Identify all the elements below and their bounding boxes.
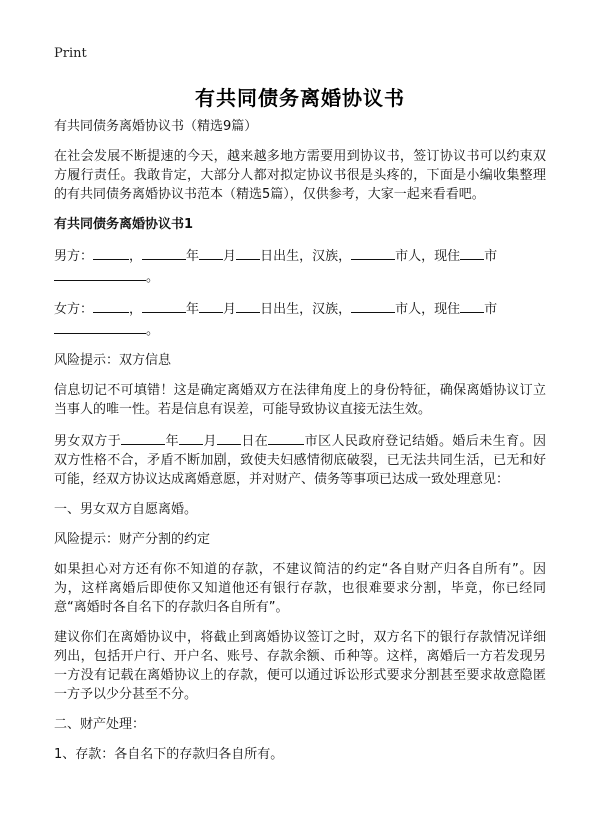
birth-day-blank xyxy=(236,298,260,313)
advice-paragraph: 建议你们在离婚协议中，将截止到离婚协议签订之时，双方名下的银行存款情况详细列出，包括开户行、开户名、账号、存款余额、币种等。这样，离婚后一方若发现另一方没有记载在离婚协议上的存款，便可以通过诉讼形式要求分割甚至要求故意隐匿一方予以少分甚至不分。 xyxy=(54,630,546,702)
separator: ， xyxy=(129,249,143,264)
hometown-text: 市人，现住 xyxy=(395,302,461,317)
period-text: 。 xyxy=(146,323,160,338)
marriage-paragraph xyxy=(54,430,546,489)
item-two: 二、财产处理： xyxy=(54,717,146,732)
hometown-blank xyxy=(351,245,395,260)
residence-blank xyxy=(460,298,484,313)
document-body xyxy=(54,117,546,775)
born-text: 日出生，汉族， xyxy=(260,302,352,317)
month-text: 月 xyxy=(203,434,217,449)
marriage-day-blank xyxy=(217,430,241,445)
separator: ， xyxy=(129,302,143,317)
birth-month-blank xyxy=(199,245,223,260)
hometown-text: 市人，现住 xyxy=(395,249,461,264)
risk-tip-property: 风险提示：财产分割的约定 xyxy=(54,532,211,547)
marriage-year-blank xyxy=(121,430,165,445)
hometown-blank xyxy=(351,298,395,313)
risk-tip-property-text: 如果担心对方还有你不知道的存款，不建议简洁的约定“各自财产归各自所有”。因为，这样离婚后即使你又知道他还有银行存款，也很难要求分割，毕竟，你已经同意“离婚时各自名下的存款归各自所有”。 xyxy=(54,562,546,615)
birth-day-blank xyxy=(236,245,260,260)
born-text: 日出生，汉族， xyxy=(260,249,352,264)
day-at-text: 日在 xyxy=(240,434,269,449)
residence-blank xyxy=(460,245,484,260)
month-text: 月 xyxy=(223,249,237,264)
address-blank xyxy=(54,319,146,334)
birth-month-blank xyxy=(199,298,223,313)
year-text: 年 xyxy=(186,249,200,264)
marriage-city-blank xyxy=(268,430,304,445)
risk-tip-info-text: 信息切记不可填错！这是确定离婚双方在法律角度上的身份特征，确保离婚协议订立当事人的唯一性。若是信息有误差，可能导致协议直接无法生效。 xyxy=(54,383,546,417)
section-title: 有共同债务离婚协议书1 xyxy=(54,217,194,232)
birth-year-blank xyxy=(142,298,186,313)
female-label: 女方： xyxy=(54,302,94,317)
intro-paragraph: 在社会发展不断提速的今天，越来越多地方需要用到协议书，签订协议书可以约束双方履行责任。我敢肯定，大部分人都对拟定协议书很是头疼的，下面是小编收集整理的有共同债务离婚协议书范本（精选5篇），仅供参考，大家一起来看看吧。 xyxy=(54,149,546,202)
female-info-line xyxy=(54,298,546,340)
male-label: 男方： xyxy=(54,249,94,264)
male-info-line xyxy=(54,245,546,287)
month-text: 月 xyxy=(223,302,237,317)
item-one: 一、男女双方自愿离婚。 xyxy=(54,502,198,517)
birth-year-blank xyxy=(142,245,186,260)
address-blank xyxy=(54,266,146,281)
city-text: 市 xyxy=(484,302,498,317)
item-two-one: 1、存款：各自名下的存款归各自所有。 xyxy=(54,747,284,762)
marriage-rest-text: 市区人民政府登记结婚。婚后未生育。因双方性格不合，矛盾不断加剧，致使夫妇感情彻底破裂，已无法共同生活，已无和好可能，经双方协议达成离婚意愿，并对财产、债务等事项已达成一致处理意见： xyxy=(54,434,546,487)
marriage-start-text: 男女双方于 xyxy=(54,434,122,449)
city-text: 市 xyxy=(484,249,498,264)
risk-tip-info: 风险提示：双方信息 xyxy=(54,353,172,368)
period-text: 。 xyxy=(146,270,160,285)
name-blank xyxy=(93,245,129,260)
marriage-month-blank xyxy=(179,430,203,445)
name-blank xyxy=(93,298,129,313)
year-text: 年 xyxy=(165,434,180,449)
year-text: 年 xyxy=(186,302,200,317)
document-title: 有共同债务离婚协议书 xyxy=(195,86,405,110)
document-subtitle: 有共同债务离婚协议书（精选9篇） xyxy=(54,119,258,134)
print-label[interactable]: Print xyxy=(54,46,87,61)
